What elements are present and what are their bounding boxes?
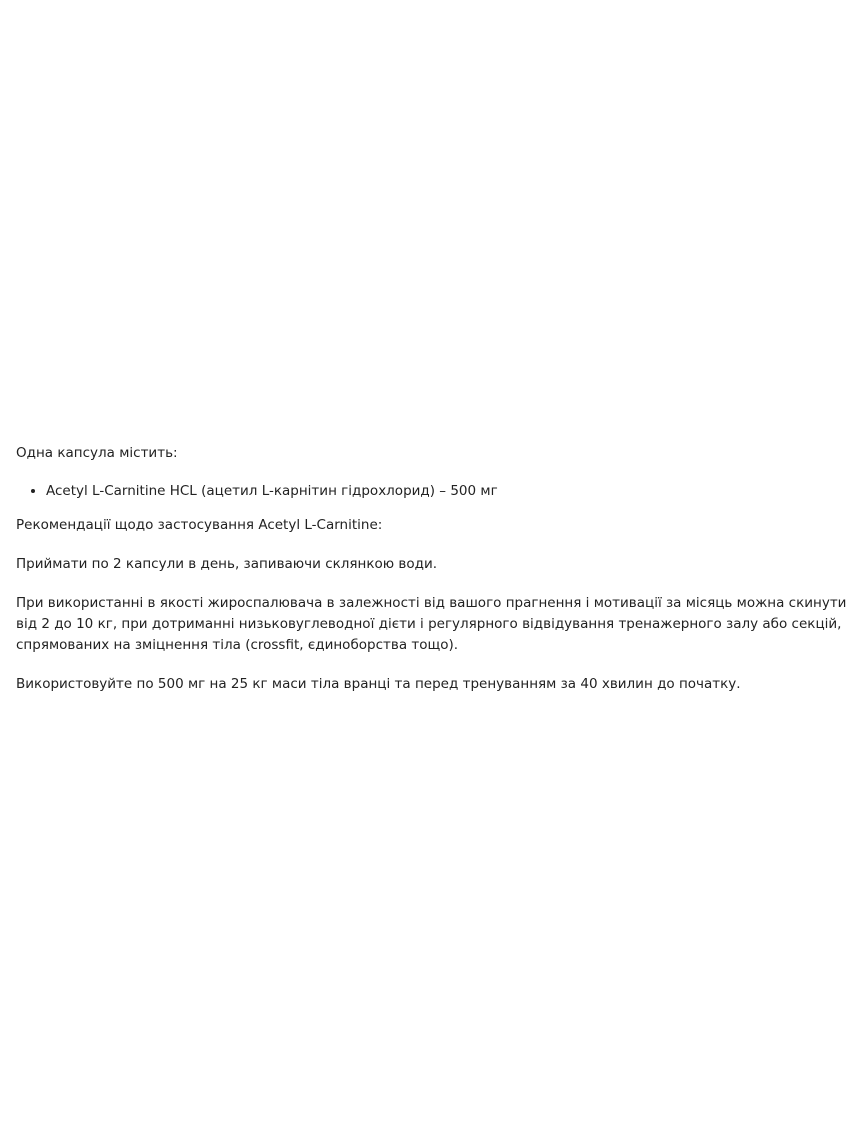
dosage-text: Приймати по 2 капсули в день, запиваючи склянкою води.	[16, 556, 438, 572]
product-description	[16, 443, 852, 695]
usage-text: Використовуйте по 500 мг на 25 кг маси тіла вранці та перед тренуванням за 40 хвилин до початку.	[16, 676, 741, 692]
ingredients-list	[16, 481, 852, 502]
list-item: • Acetyl L-Carnitine HCL (ацетил L-карнітин гідрохлорид) – 500 мг	[46, 481, 852, 502]
capsule-contents-intro: Одна капсула містить:	[16, 445, 178, 461]
fat-burning-text: При використанні в якості жироспалювача в залежності від вашого прагнення і мотивації за місяць можна скинути від 2 до 10 кг, при дотриманні низьковуглеводної дієти і регулярного відвідування тренажерного залу або секцій, спрямованих на зміцнення тіла (crossfit, єдиноборства тощо).	[16, 595, 847, 653]
recommendations-heading: Рекомендації щодо застосування Acetyl L-Carnitine:	[16, 517, 383, 533]
